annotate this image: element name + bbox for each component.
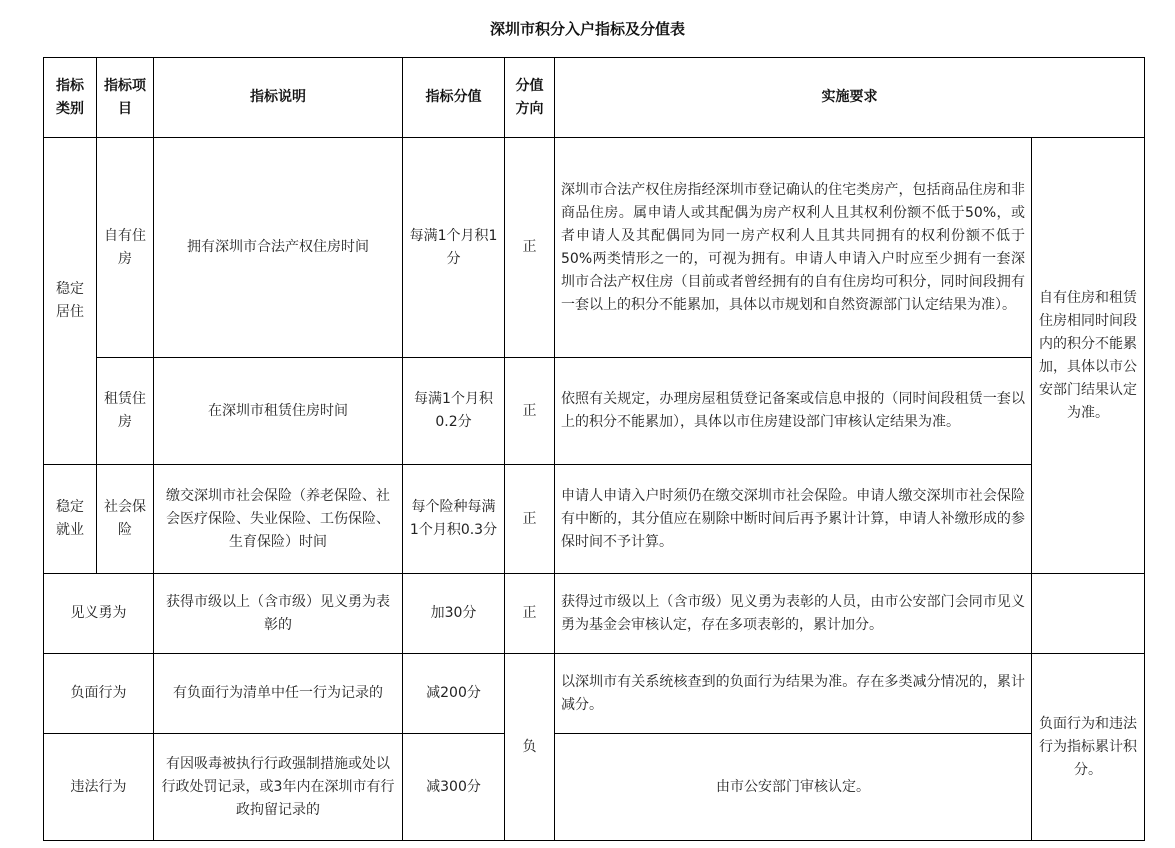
housing-note: 自有住房和租赁住房相同时间段内的积分不能累加，具体以市公安部门结果认定为准。 xyxy=(1032,138,1145,574)
table-row xyxy=(44,654,1145,734)
score-negative-behavior: 减200分 xyxy=(403,654,505,734)
item-own-housing: 自有住房 xyxy=(97,138,154,358)
description-negative-behavior: 有负面行为清单中任一行为记录的 xyxy=(154,654,403,734)
penalty-note: 负面行为和违法行为指标累计积分。 xyxy=(1032,654,1145,841)
requirement-negative-behavior: 以深圳市有关系统核查到的负面行为结果为准。存在多类减分情况的，累计减分。 xyxy=(555,654,1032,734)
category-stable-employment: 稳定就业 xyxy=(44,465,97,574)
header-description: 指标说明 xyxy=(154,58,403,138)
direction-social-insurance: 正 xyxy=(505,465,555,574)
requirement-heroism: 获得过市级以上（含市级）见义勇为表彰的人员，由市公安部门会同市见义勇为基金会审核认定，存在多项表彰的，累计加分。 xyxy=(555,574,1032,654)
header-item: 指标项目 xyxy=(97,58,154,138)
requirement-social-insurance: 申请人申请入户时须仍在缴交深圳市社会保险。申请人缴交深圳市社会保险有中断的，其分值应在剔除中断时间后再予累计计算，申请人补缴形成的参保时间不予计算。 xyxy=(555,465,1032,574)
requirement-rental-housing: 依照有关规定，办理房屋租赁登记备案或信息申报的（同时间段租赁一套以上的积分不能累加），具体以市住房建设部门审核认定结果为准。 xyxy=(555,358,1032,465)
description-social-insurance: 缴交深圳市社会保险（养老保险、社会医疗保险、失业保险、工伤保险、生育保险）时间 xyxy=(154,465,403,574)
category-illegal-behavior: 违法行为 xyxy=(44,734,154,841)
score-rental-housing: 每满1个月积0.2分 xyxy=(403,358,505,465)
item-social-insurance: 社会保险 xyxy=(97,465,154,574)
category-stable-residence: 稳定居住 xyxy=(44,138,97,465)
table-row xyxy=(44,734,1145,841)
header-category: 指标类别 xyxy=(44,58,97,138)
points-table xyxy=(43,57,1145,841)
description-rental-housing: 在深圳市租赁住房时间 xyxy=(154,358,403,465)
table-row xyxy=(44,465,1145,574)
page-title: 深圳市积分入户指标及分值表 xyxy=(489,20,685,38)
description-heroism: 获得市级以上（含市级）见义勇为表彰的 xyxy=(154,574,403,654)
description-illegal-behavior: 有因吸毒被执行行政强制措施或处以行政处罚记录，或3年内在深圳市有行政拘留记录的 xyxy=(154,734,403,841)
table-row xyxy=(44,138,1145,358)
table-row xyxy=(44,574,1145,654)
direction-heroism: 正 xyxy=(505,574,555,654)
requirement-illegal-behavior: 由市公安部门审核认定。 xyxy=(555,734,1032,841)
header-row xyxy=(44,58,1145,138)
table-row xyxy=(44,358,1145,465)
direction-negative: 负 xyxy=(505,654,555,841)
score-illegal-behavior: 减300分 xyxy=(403,734,505,841)
requirement-own-housing: 深圳市合法产权住房指经深圳市登记确认的住宅类房产，包括商品住房和非商品住房。属申请人或其配偶为房产权利人且其权利份额不低于50%，或者申请人及其配偶同为同一房产权利人且其共同拥有的权利份额不低于50%两类情形之一的，可视为拥有。申请人申请入户时应至少拥有一套深圳市合法产权住房（目前或者曾经拥有的自有住房均可积分，同时间段拥有一套以上的积分不能累加，具体以市规划和自然资源部门认定结果为准）。 xyxy=(555,138,1032,358)
heroism-note-empty xyxy=(1032,574,1145,654)
direction-rental-housing: 正 xyxy=(505,358,555,465)
item-rental-housing: 租赁住房 xyxy=(97,358,154,465)
category-heroism: 见义勇为 xyxy=(44,574,154,654)
header-requirements: 实施要求 xyxy=(555,58,1145,138)
description-own-housing: 拥有深圳市合法产权住房时间 xyxy=(154,138,403,358)
score-heroism: 加30分 xyxy=(403,574,505,654)
direction-own-housing: 正 xyxy=(505,138,555,358)
header-score: 指标分值 xyxy=(403,58,505,138)
header-direction: 分值方向 xyxy=(505,58,555,138)
score-social-insurance: 每个险种每满1个月积0.3分 xyxy=(403,465,505,574)
category-negative-behavior: 负面行为 xyxy=(44,654,154,734)
score-own-housing: 每满1个月积1分 xyxy=(403,138,505,358)
